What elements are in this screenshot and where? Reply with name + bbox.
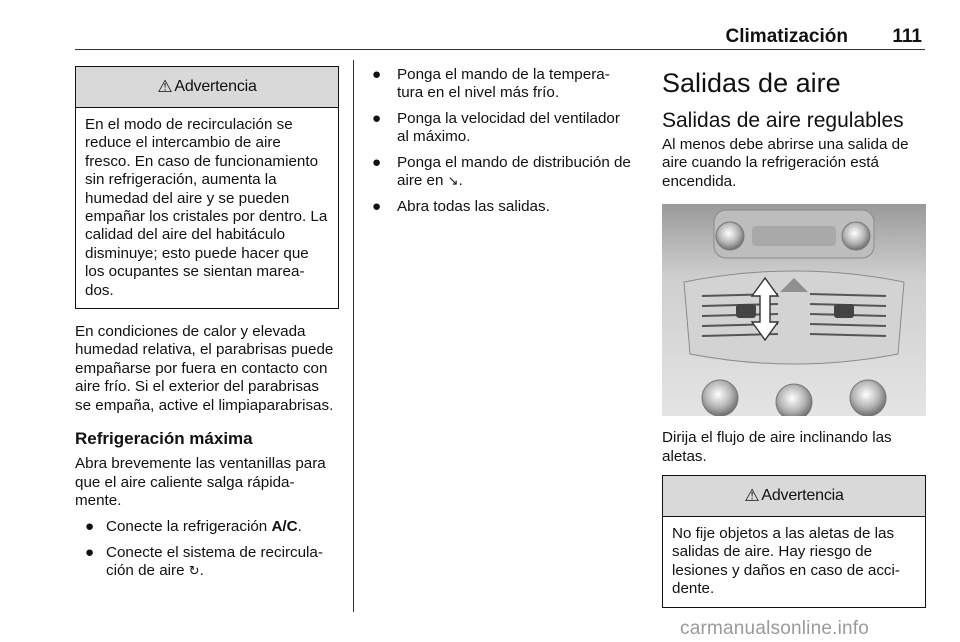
warning-label: Advertencia bbox=[174, 77, 257, 95]
page-header-title: Climatización bbox=[725, 26, 848, 47]
section-heading: Refrigeración máxima bbox=[75, 429, 253, 449]
column-middle bbox=[367, 66, 635, 224]
air-distribution-icon: ↘ bbox=[447, 174, 459, 190]
warning-icon: ⚠ bbox=[157, 76, 173, 96]
column-right bbox=[662, 66, 926, 608]
bullet-icon: ● bbox=[372, 109, 382, 127]
column-divider bbox=[353, 60, 354, 612]
list-item: ● Ponga el mando de distribución de aire en ↘. bbox=[372, 153, 631, 190]
list-item: ● Conecte la refrigeración A/C. bbox=[85, 518, 302, 536]
bullet-icon: ● bbox=[372, 153, 382, 171]
section-heading: Salidas de aire regulables bbox=[662, 109, 904, 132]
header-divider bbox=[75, 49, 925, 50]
page-number: 111 bbox=[892, 26, 922, 47]
bullet-icon: ● bbox=[372, 198, 382, 216]
list-item: ● Ponga el mando de la tempera-tura en el nivel más frío. bbox=[372, 66, 610, 102]
bullet-list bbox=[75, 518, 339, 581]
warning-header bbox=[76, 67, 338, 108]
warning-header bbox=[663, 476, 925, 517]
air-vents-photo bbox=[662, 204, 926, 416]
ac-label: A/C bbox=[271, 518, 298, 536]
bullet-list bbox=[367, 66, 635, 217]
warning-text: No fije objetos a las aletas de las salidas de aire. Hay riesgo de lesiones y daños en caso de acci-dente. bbox=[672, 525, 900, 598]
warning-box bbox=[75, 66, 339, 309]
warning-label: Advertencia bbox=[761, 486, 844, 504]
page-title: Salidas de aire bbox=[662, 68, 841, 98]
section-intro: Abra brevemente las ventanillas para que el aire caliente salga rápida-mente. bbox=[75, 455, 326, 509]
body-paragraph: En condiciones de calor y elevada humedad relativa, el parabrisas puede empañarse por fuera en contacto con aire frío. Si el exterior del parabrisas se empaña, active el limpiaparabrisas. bbox=[75, 323, 334, 414]
warning-box bbox=[662, 475, 926, 608]
watermark: carmanualsonline.info bbox=[680, 618, 870, 639]
bullet-icon: ● bbox=[85, 518, 95, 536]
list-item: ● Ponga la velocidad del ventilador al máximo. bbox=[372, 109, 620, 146]
list-item: ● Conecte el sistema de recircula-ción de aire ↻. bbox=[85, 543, 323, 580]
warning-icon: ⚠ bbox=[744, 485, 760, 505]
recirculation-icon: ↻ bbox=[188, 564, 200, 580]
bullet-icon: ● bbox=[372, 66, 382, 83]
photo-caption: Dirija el flujo de aire inclinando las aletas. bbox=[662, 429, 892, 465]
section-intro: Al menos debe abrirse una salida de aire cuando la refrigeración está encendida. bbox=[662, 136, 909, 190]
list-item: ● Abra todas las salidas. bbox=[372, 198, 550, 216]
warning-text: En el modo de recirculación se reduce el intercambio de aire fresco. En caso de funcionamiento sin refrigeración, aumenta la humedad del aire y se pueden empañar los cristales por dentro. La calidad del aire del habitáculo disminuye; esto puede hacer que los ocupantes se sientan marea-dos. bbox=[85, 116, 328, 299]
bullet-icon: ● bbox=[85, 543, 95, 561]
column-left bbox=[75, 66, 339, 589]
